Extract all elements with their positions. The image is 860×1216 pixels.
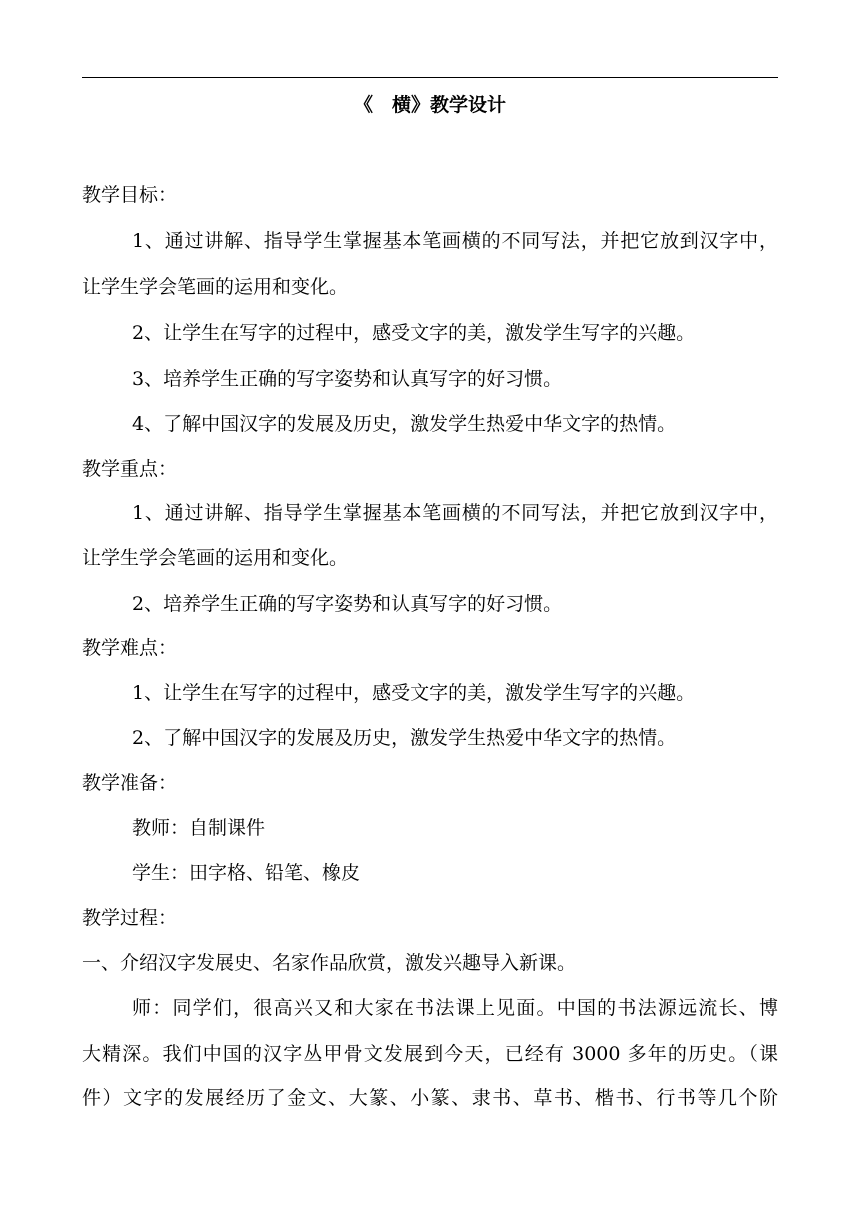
header-rule [82,77,778,78]
paragraph-line-2: 大精深。我们中国的汉字丛甲骨文发展到今天，已经有 3000 多年的历史。（课 [82,1043,778,1065]
heading-difficulties: 教学难点： [82,637,178,659]
objective-1-line-1: 1、通过讲解、指导学生掌握基本笔画横的不同写法，并把它放到汉字中， [132,230,778,252]
difficulty-2: 2、了解中国汉字的发展及历史，激发学生热爱中华文字的热情。 [132,727,677,749]
process-step-1-heading: 一、介绍汉字发展史、名家作品欣赏，激发兴趣导入新课。 [82,952,577,974]
objective-4: 4、了解中国汉字的发展及历史，激发学生热爱中华文字的热情。 [132,413,677,435]
heading-key-points: 教学重点： [82,458,178,480]
paragraph-line-1: 师：同学们，很高兴又和大家在书法课上见面。中国的书法源远流长、博 [132,997,778,1019]
document-title: 《 横》教学设计 [353,94,506,116]
key-point-1-line-1: 1、通过讲解、指导学生掌握基本笔画横的不同写法，并把它放到汉字中， [132,502,778,524]
heading-objectives: 教学目标： [82,184,178,206]
objective-1-line-2: 让学生学会笔画的运用和变化。 [82,276,349,298]
paragraph-line-3: 件）文字的发展经历了金文、大篆、小篆、隶书、草书、楷书、行书等几个阶 [82,1087,778,1109]
difficulty-1: 1、让学生在写字的过程中，感受文字的美，激发学生写字的兴趣。 [132,682,696,704]
heading-process: 教学过程： [82,907,178,929]
heading-preparation: 教学准备： [82,772,178,794]
preparation-teacher: 教师：自制课件 [132,817,266,839]
key-point-2: 2、培养学生正确的写字姿势和认真写字的好习惯。 [132,593,563,615]
key-point-1-line-2: 让学生学会笔画的运用和变化。 [82,547,349,569]
objective-2: 2、让学生在写字的过程中，感受文字的美，激发学生写字的兴趣。 [132,322,696,344]
preparation-student: 学生：田字格、铅笔、橡皮 [132,862,361,884]
objective-3: 3、培养学生正确的写字姿势和认真写字的好习惯。 [132,368,563,390]
